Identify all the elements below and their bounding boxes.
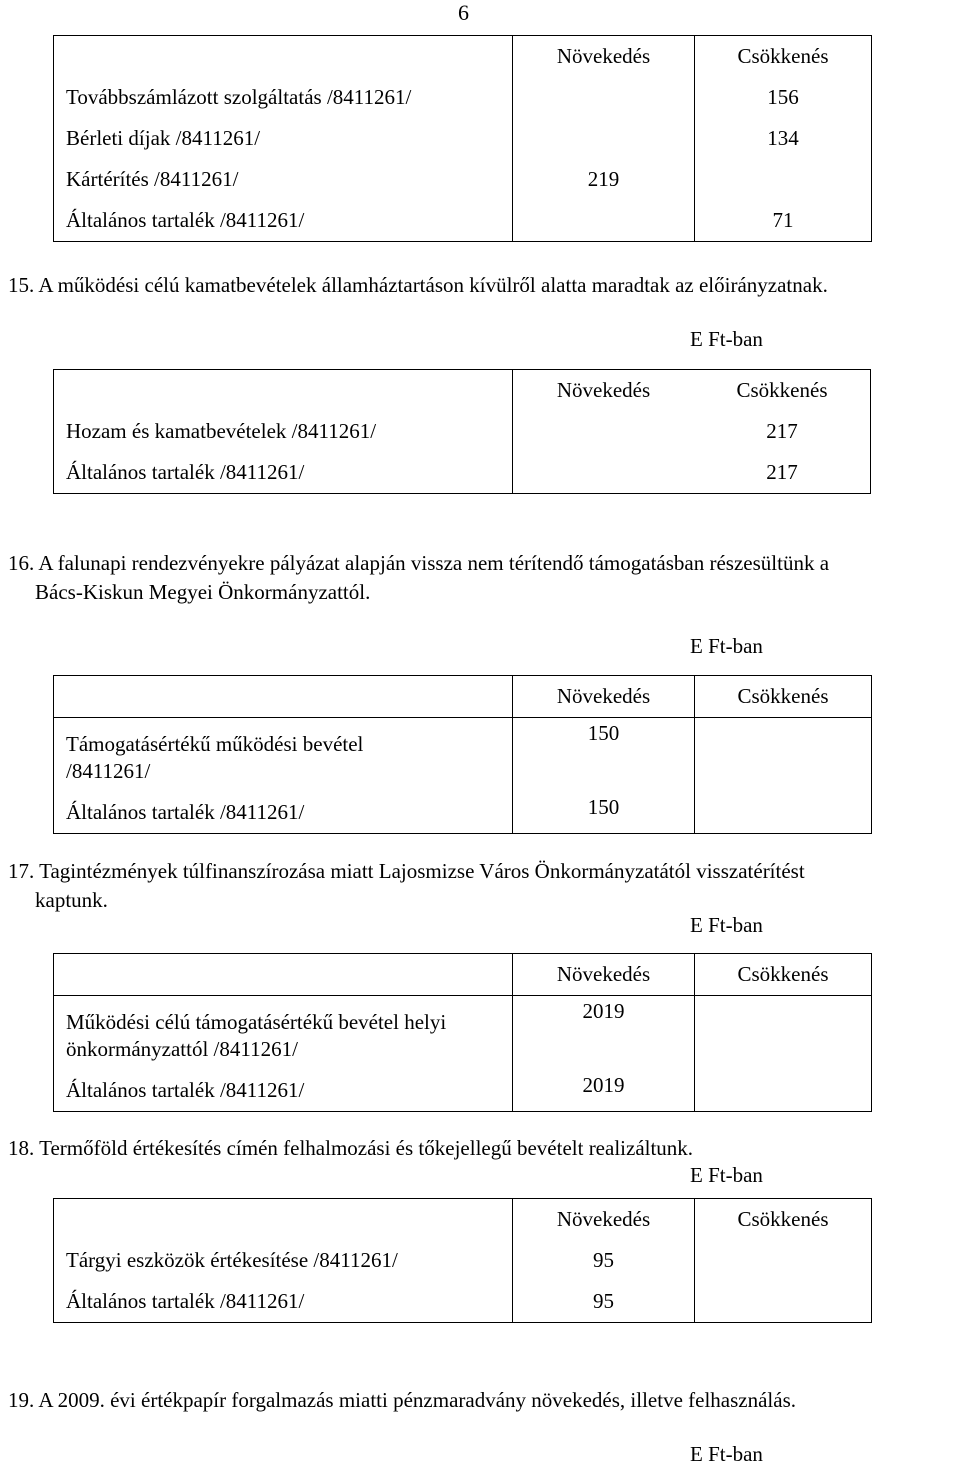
decrease-value: 217 (766, 460, 798, 484)
column-header-decrease: Csökkenés (695, 676, 872, 718)
table-5-label-column (54, 1199, 513, 1323)
increase-value: 150 (587, 721, 620, 745)
paragraph-15-text: 15. A működési célú kamatbevételek államháztartáson kívülről alatta maradtak az előirányzatnak. (8, 273, 828, 297)
paragraph-17-line-2: kaptunk. (35, 888, 108, 912)
paragraph-17 (8, 857, 958, 915)
table-3-label-cell (54, 718, 513, 834)
increase-value (513, 118, 694, 159)
table-row-label: Általános tartalék /8411261/ (66, 800, 305, 824)
table-row-label: Tárgyi eszközök értékesítése /8411261/ (66, 1248, 398, 1272)
decrease-value: 134 (767, 126, 799, 150)
column-header-increase: Növekedés (556, 44, 651, 68)
column-header-increase: Növekedés (513, 676, 695, 718)
table-4-label-cell (54, 996, 513, 1112)
table-2-label-column (54, 370, 513, 494)
column-header-decrease: Csökkenés (737, 1207, 829, 1231)
table-row-label: Hozam és kamatbevételek /8411261/ (66, 419, 377, 443)
table-row-label: Általános tartalék /8411261/ (66, 1289, 305, 1313)
decrease-value: 217 (766, 419, 798, 443)
table-row-label: Általános tartalék /8411261/ (66, 460, 305, 484)
increase-value: 150 (587, 795, 620, 819)
paragraph-19 (8, 1386, 958, 1415)
increase-value: 95 (593, 1248, 614, 1272)
paragraph-18-text: 18. Termőföld értékesítés címén felhalmozási és tőkejellegű bevételt realizáltunk. (8, 1136, 694, 1160)
table-5 (53, 1198, 872, 1323)
decrease-value (695, 159, 871, 200)
table-row-label: Bérleti díjak /8411261/ (66, 126, 261, 150)
paragraph-16-line-2: Bács-Kiskun Megyei Önkormányzattól. (35, 580, 371, 604)
table-1 (53, 35, 872, 242)
page-number: 6 (458, 0, 469, 25)
decrease-value: 71 (772, 208, 794, 232)
unit-label: E Ft-ban (690, 634, 763, 658)
table-1-label-column (54, 36, 513, 242)
table-4-decrease-cell (695, 996, 872, 1112)
column-header-increase: Növekedés (556, 1207, 651, 1231)
increase-value: 219 (587, 167, 620, 191)
table-3-increase-cell (513, 718, 695, 834)
table-3-header-empty (54, 676, 513, 718)
column-header-increase: Növekedés (556, 378, 651, 402)
table-row-label: Általános tartalék /8411261/ (66, 208, 305, 232)
paragraph-18 (8, 1134, 958, 1163)
column-header-decrease: Csökkenés (695, 954, 872, 996)
increase-value: 2019 (582, 999, 625, 1023)
table-3 (53, 675, 872, 834)
increase-value: 2019 (582, 1073, 625, 1097)
table-row-label: Működési célú támogatásértékű bevétel helyi önkormányzattól /8411261/ (66, 1010, 447, 1061)
table-1-decrease-column (695, 36, 872, 242)
paragraph-16 (8, 549, 958, 607)
paragraph-19-text: 19. A 2009. évi értékpapír forgalmazás miatti pénzmaradvány növekedés, illetve felhasználás. (8, 1388, 797, 1412)
column-header-increase: Növekedés (513, 954, 695, 996)
table-row-label: Kártérítés /8411261/ (66, 167, 239, 191)
paragraph-16-line-1: 16. A falunapi rendezvényekre pályázat alapján vissza nem térítendő támogatásban részesültünk a (8, 551, 830, 575)
table-2-increase-column (513, 370, 695, 494)
unit-label: E Ft-ban (690, 1442, 763, 1466)
table-row-label: Általános tartalék /8411261/ (66, 1078, 305, 1102)
decrease-value: 156 (767, 85, 799, 109)
increase-value: 95 (593, 1289, 614, 1313)
increase-value (513, 200, 694, 241)
paragraph-17-line-1: 17. Tagintézmények túlfinanszírozása miatt Lajosmizse Város Önkormányzatától visszatérítést (8, 859, 805, 883)
table-2-decrease-column (694, 370, 871, 494)
column-header-decrease: Csökkenés (737, 44, 829, 68)
table-5-increase-column (513, 1199, 695, 1323)
table-4-increase-cell (513, 996, 695, 1112)
table-4 (53, 953, 872, 1112)
unit-label: E Ft-ban (690, 1163, 763, 1187)
column-header-decrease: Csökkenés (736, 378, 828, 402)
table-row-label: Továbbszámlázott szolgáltatás /8411261/ (66, 85, 412, 109)
table-4-header-empty (54, 954, 513, 996)
paragraph-15 (8, 271, 958, 300)
table-5-decrease-column (695, 1199, 872, 1323)
unit-label: E Ft-ban (690, 327, 763, 351)
table-3-decrease-cell (695, 718, 872, 834)
table-2 (53, 369, 871, 494)
table-row-label: Támogatásértékű működési bevétel /8411261/ (66, 732, 364, 783)
unit-label: E Ft-ban (690, 913, 763, 937)
table-1-increase-column (513, 36, 695, 242)
increase-value (513, 77, 694, 118)
